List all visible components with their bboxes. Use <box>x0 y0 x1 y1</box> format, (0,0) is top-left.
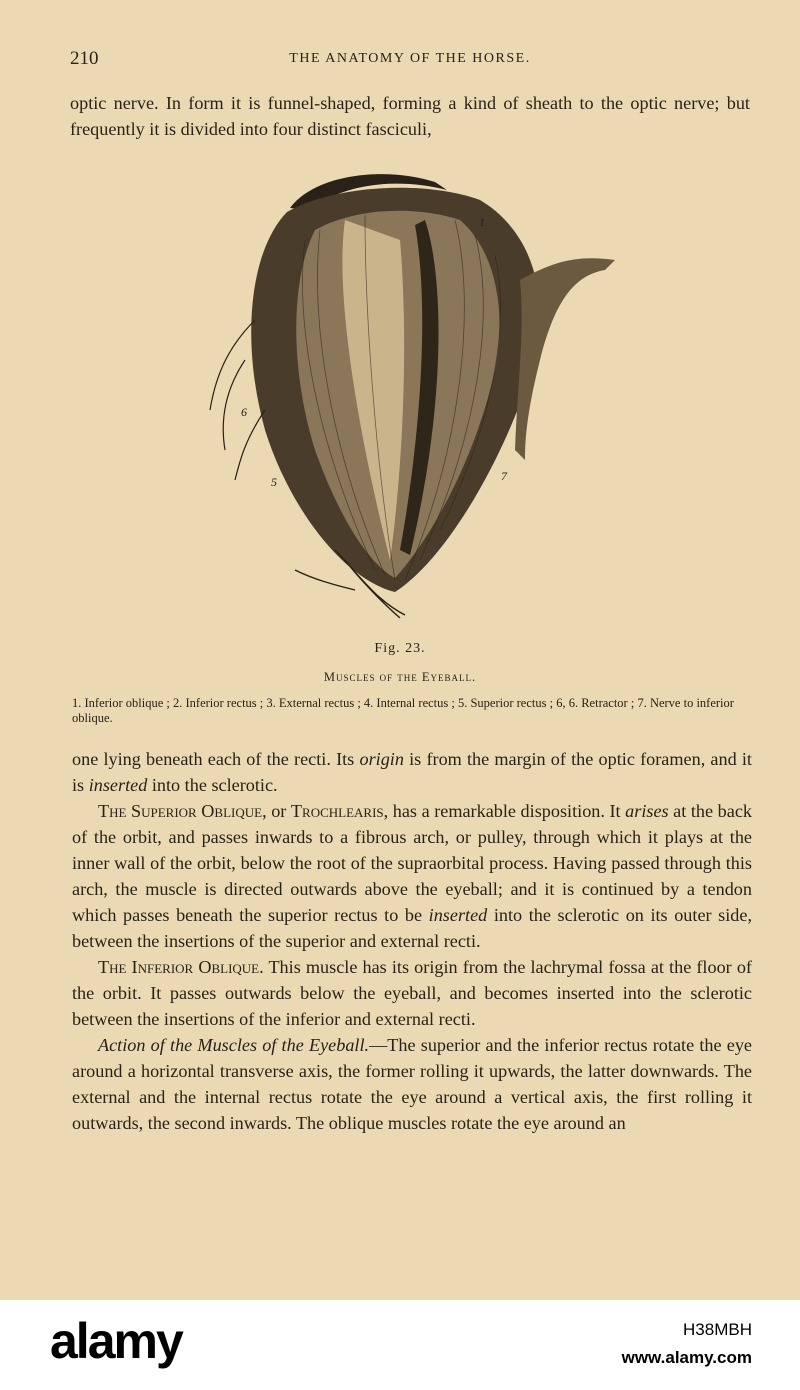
paragraph-3: The Inferior Oblique. This muscle has its origin from the lachrymal fossa at the floor of the orbit. It passes outwards below the eyeball, and becomes inserted into the sclerotic between the insertions of the inferior and external recti. <box>72 957 752 1029</box>
figure-label-7: 7 <box>501 469 507 483</box>
figure-caption: 1. Inferior oblique ; 2. Inferior rectus ; 3. External rectus ; 4. Internal rectus ; 5. Superior rectus ; 6, 6. Retractor ; 7. Nerve to inferior oblique. <box>72 696 734 725</box>
right-muscle-strand <box>515 258 615 460</box>
paragraph-2: The Superior Oblique, or Trochlearis, has a remarkable disposition. It arises at the back of the orbit, and passes inwards to a fibrous arch, or pulley, through which it plays at the inner wall of the orbit, below the root of the supraorbital process. Having passed through this arch, the muscle is directed outwards above the eyeball; and it is continued by a tendon which passes beneath the superior rectus to be inserted into the sclerotic on its outer side, between the insertions of the superior and external recti. <box>72 801 753 951</box>
stock-footer <box>0 1300 800 1390</box>
figure-title: Muscles of the Eyeball. <box>323 670 477 684</box>
paragraph-4: Action of the Muscles of the Eyeball.—The superior and the inferior rectus rotate the eye around a horizontal transverse axis, the former rolling it upwards, the latter downwards. The external and the internal rectus rotate the eye around a vertical axis, the first rolling it outwards, the second inwards. The oblique muscles rotate the eye around an <box>72 1035 752 1133</box>
paragraph-1: one lying beneath each of the recti. Its origin is from the margin of the optic foramen, and it is inserted into the sclerotic. <box>72 749 752 795</box>
eyeball-muscles-illustration <box>195 160 635 620</box>
top-paragraph <box>70 90 750 142</box>
figure-label-5: 5 <box>271 475 277 489</box>
alamy-logo: alamy <box>50 1313 182 1369</box>
figure-number: Fig. 23. <box>374 641 426 656</box>
running-title: THE ANATOMY OF THE HORSE. <box>289 51 531 66</box>
figure-label-1: 1 <box>479 215 485 229</box>
page-header <box>70 48 750 72</box>
site-url: www.alamy.com <box>621 1348 752 1367</box>
page-number: 210 <box>70 48 99 69</box>
body-text <box>72 746 752 1136</box>
top-paragraph-text: optic nerve. In form it is funnel-shaped, forming a kind of sheath to the optic nerve; but frequently it is divided into four distinct fasciculi, <box>70 93 750 139</box>
image-id: H38MBH <box>683 1320 752 1339</box>
figure-label-6: 6 <box>241 405 247 419</box>
